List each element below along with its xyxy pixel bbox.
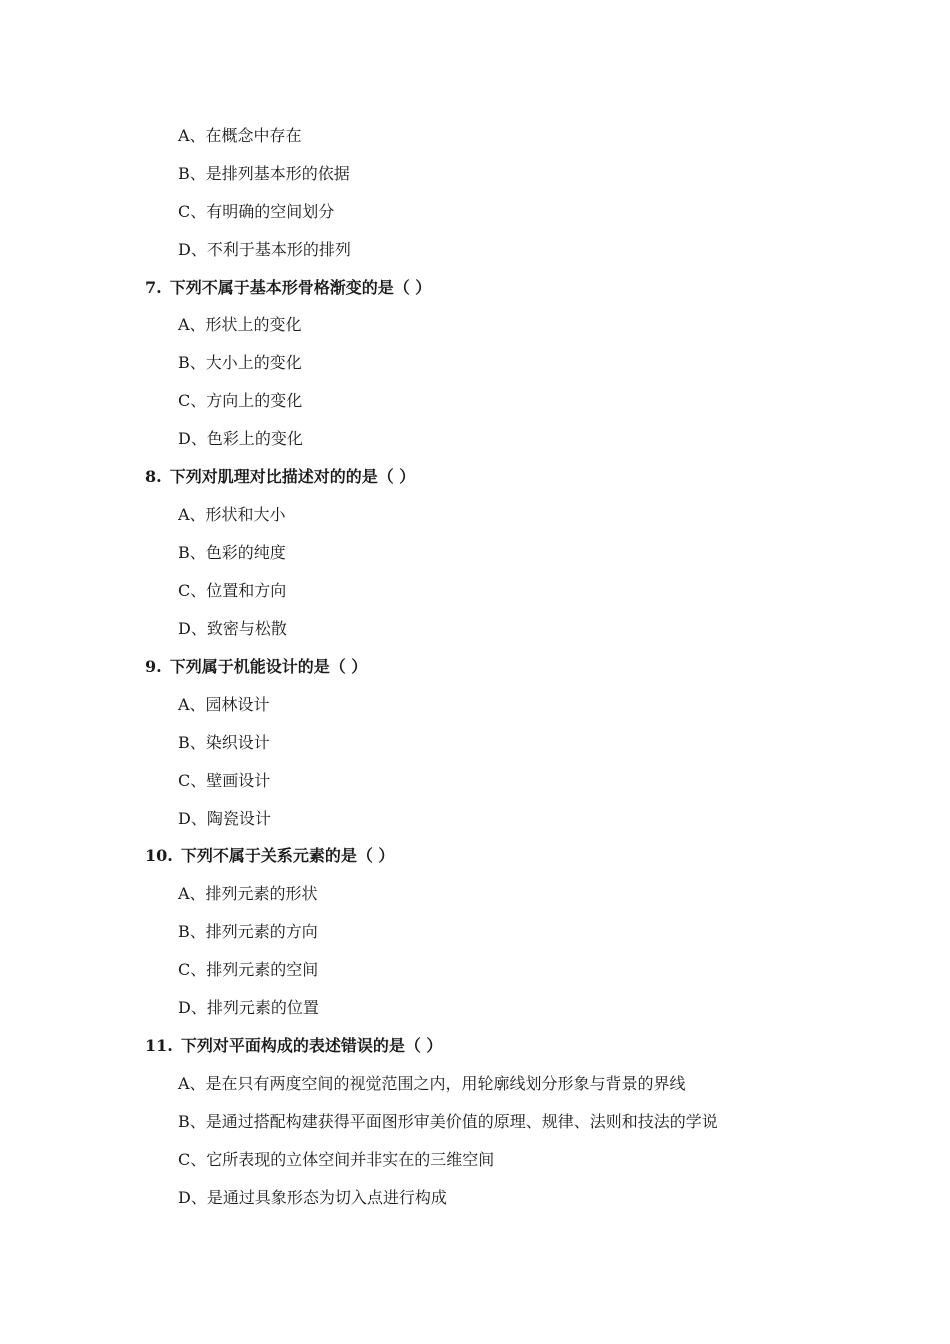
question-7-option-c: C、方向上的变化 [178,391,303,410]
question-7-option-a: A、形状上的变化 [178,315,302,334]
lead-option-c: C、有明确的空间划分 [178,202,335,221]
question-10-option-b: B、排列元素的方向 [178,922,318,941]
question-text: 下列不属于关系元素的是（ ） [180,846,395,865]
question-9 [145,657,367,677]
question-number: 10. [145,846,173,865]
question-9-option-d: D、陶瓷设计 [178,809,271,828]
lead-option-d: D、不利于基本形的排列 [178,240,351,259]
question-11-option-b: B、是通过搭配构建获得平面图形审美价值的原理、规律、法则和技法的学说 [178,1112,718,1131]
question-8 [145,467,415,487]
question-number: 8. [145,467,162,486]
question-11-option-c: C、它所表现的立体空间并非实在的三维空间 [178,1150,495,1169]
question-text: 下列属于机能设计的是（ ） [169,657,368,676]
question-9-option-a: A、园林设计 [178,695,270,714]
question-text: 下列对平面构成的表述错误的是（ ） [180,1036,443,1055]
question-number: 7. [145,278,162,297]
question-11-option-d: D、是通过具象形态为切入点进行构成 [178,1188,447,1207]
question-7 [145,278,431,298]
question-8-option-c: C、位置和方向 [178,581,287,600]
question-8-option-b: B、色彩的纯度 [178,543,286,562]
question-11-option-a: A、是在只有两度空间的视觉范围之内，用轮廓线划分形象与背景的界线 [178,1074,686,1093]
lead-option-b: B、是排列基本形的依据 [178,164,350,183]
question-number: 9. [145,657,162,676]
question-7-option-d: D、色彩上的变化 [178,429,303,448]
question-text: 下列不属于基本形骨格渐变的是（ ） [169,278,432,297]
question-text: 下列对肌理对比描述对的的是（ ） [169,467,416,486]
question-8-option-a: A、形状和大小 [178,505,286,524]
question-11 [145,1036,442,1056]
question-8-option-d: D、致密与松散 [178,619,287,638]
question-9-option-c: C、壁画设计 [178,771,271,790]
question-10 [145,846,394,866]
lead-option-a: A、在概念中存在 [178,126,302,145]
question-10-option-c: C、排列元素的空间 [178,960,319,979]
question-number: 11. [145,1036,173,1055]
question-10-option-a: A、排列元素的形状 [178,884,318,903]
question-9-option-b: B、染织设计 [178,733,270,752]
question-10-option-d: D、排列元素的位置 [178,998,319,1017]
question-7-option-b: B、大小上的变化 [178,353,302,372]
